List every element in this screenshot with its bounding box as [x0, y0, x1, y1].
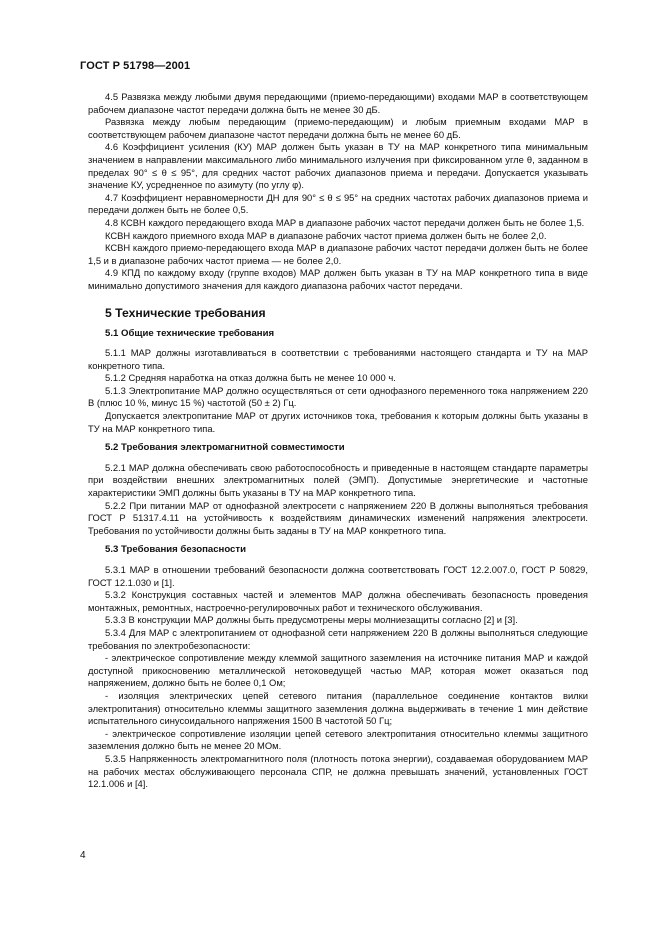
paragraph-5-1-2: 5.1.2 Средняя наработка на отказ должна быть не менее 10 000 ч.	[105, 372, 396, 384]
subsection-5-2-title: 5.2 Требования электромагнитной совместимости	[105, 442, 345, 454]
paragraph-5-1-3-note: Допускается электропитание МАР от других источников тока, требования к которым должны быть указаны в ТУ на МАР конкретного типа.	[88, 410, 588, 434]
paragraph-5-3-2: 5.3.2 Конструкция составных частей и элементов МАР должна обеспечивать безопасность проведения монтажных, ремонтных, настроечно-регулировочных работ и технического обслуживания.	[88, 589, 588, 613]
list-item-insulation-test: - изоляция электрических цепей сетевого питания (параллельное соединение контактов вилки электропитания) относительно клеммы защитного заземления должна выдерживать в течение 1 мин действие испытательного синусоидального напряжения 1500 В частотой 50 Гц;	[88, 689, 588, 727]
paragraph-5-3-3: 5.3.3 В конструкции МАР должны быть предусмотрены меры молниезащиты согласно [2] и [3].	[105, 614, 518, 626]
page-number: 4	[80, 850, 86, 861]
paragraph-4-8: 4.8 КСВН каждого передающего входа МАР в диапазоне рабочих частот передачи должен быть не более 1,5.	[105, 216, 585, 228]
paragraph-5-2-2: 5.2.2 При питании МАР от однофазной электросети с напряжением 220 В должны выполняться требования ГОСТ Р 51317.4.11 на устойчивость к воздействиям динамических изменений напряжения электросети. Требования по устойчивости должны быть заданы в ТУ на МАР конкретного типа.	[88, 499, 588, 536]
paragraph-4-5: 4.5 Развязка между любыми двумя передающими (приемо-передающими) входами МАР в соответствующем рабочем диапазоне частот передачи должна быть не менее 30 дБ.	[88, 91, 588, 115]
paragraph-4-8-receive: КСВН каждого приемного входа МАР в диапазоне рабочих частот приема должен быть не более 2,0.	[105, 229, 547, 241]
paragraph-4-6: 4.6 Коэффициент усиления (КУ) МАР должен быть указан в ТУ на МАР конкретного типа минимальным значением в направлении максимального либо минимального излучения при фиксированном угле θ, заданном в пределах 90° ≤ θ ≤ 95°, для средних частот рабочих диапазонов приема и передачи. Допускается указывать значение КУ, усредненное по азимуту (по углу φ).	[88, 141, 588, 191]
section-5-title: 5 Технические требования	[105, 305, 266, 320]
paragraph-5-3-1: 5.3.1 МАР в отношении требований безопасности должна соответствовать ГОСТ 12.2.007.0, ГОСТ Р 50829, ГОСТ 12.1.030 и [1].	[88, 564, 588, 588]
paragraph-5-1-1: 5.1.1 МАР должны изготавливаться в соответствии с требованиями настоящего стандарта и ТУ на МАР конкретного типа.	[88, 347, 588, 371]
paragraph-4-7: 4.7 Коэффициент неравномерности ДН для 90° ≤ θ ≤ 95° на средних частотах рабочих диапазонов приема и передачи должен быть не более 0,5.	[88, 191, 588, 216]
paragraph-5-3-5: 5.3.5 Напряженность электромагнитного поля (плотность потока энергии), создаваемая оборудованием МАР на рабочих местах обслуживающего персонала СПР, не должна превышать значений, установленных ГОСТ 12.1.006 и [4].	[88, 752, 588, 790]
subsection-5-3-title: 5.3 Требования безопасности	[105, 544, 246, 556]
subsection-5-1-title: 5.1 Общие технические требования	[105, 327, 275, 339]
paragraph-4-9: 4.9 КПД по каждому входу (группе входов) МАР должен быть указан в ТУ на МАР конкретного типа в виде минимально допустимого значения для каждого диапазона рабочих частот передачи.	[88, 267, 588, 291]
paragraph-5-1-3: 5.1.3 Электропитание МАР должно осуществляться от сети однофазного переменного тока напряжением 220 В (плюс 10 %, минус 15 %) частотой (50 ± 2) Гц.	[88, 384, 588, 409]
paragraph-5-3-4: 5.3.4 Для МАР с электропитанием от однофазной сети напряжением 220 В должны выполняться следующие требования по электробезопасности:	[88, 626, 588, 651]
list-item-grounding-resistance: - электрическое сопротивление между клеммой защитного заземления на источнике питания МАР и каждой доступной прикосновению металлической нетоковедущей частью МАР, которая может оказаться под напряжением, должно быть не более 0,1 Ом;	[88, 652, 588, 689]
paragraph-4-5-decoupling: Развязка между любым передающим (приемо-передающим) и любым приемным входами МАР в соответствующем рабочем диапазоне частот передачи должна быть не менее 60 дБ.	[88, 116, 588, 140]
paragraph-5-2-1: 5.2.1 МАР должна обеспечивать свою работоспособность и приведенные в настоящем стандарте параметры при воздействии внешних электромагнитных полей (ЭМП). Допустимые энергетические и частотные характеристики ЭМП должны быть указаны в ТУ на МАР конкретного типа.	[88, 461, 588, 499]
document-header: ГОСТ Р 51798—2001	[80, 60, 191, 72]
paragraph-4-8-transceive: КСВН каждого приемо-передающего входа МАР в диапазоне рабочих частот передачи должен быть не более 1,5 и в диапазоне рабочих частот приема — не более 2,0.	[88, 242, 588, 266]
list-item-insulation-resistance: - электрическое сопротивление изоляции цепей сетевого электропитания относительно клеммы защитного заземления должно быть не менее 20 МОм.	[88, 727, 588, 752]
document-body	[88, 91, 588, 791]
